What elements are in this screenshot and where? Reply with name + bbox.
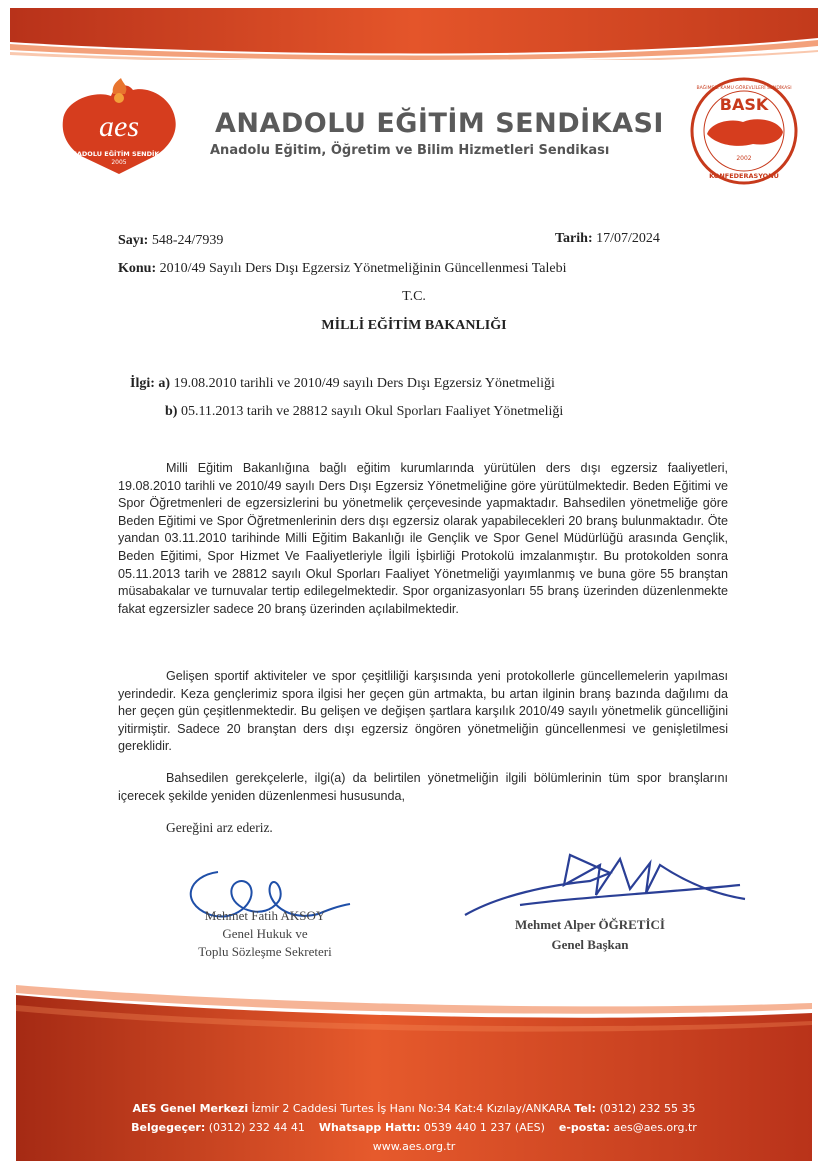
konu-label: Konu: xyxy=(118,261,157,276)
konu-row xyxy=(118,261,567,277)
footer-whatsapp-value: 0539 440 1 237 (AES) xyxy=(423,1121,545,1134)
tarih-label: Tarih: xyxy=(555,231,593,246)
footer-tel-value: (0312) 232 55 35 xyxy=(599,1102,696,1115)
footer-fax-label: Belgegeçer: xyxy=(131,1121,206,1134)
aes-logo-ring-text: ANADOLU EĞİTİM SENDİKASI xyxy=(66,150,172,158)
ilgi-b-marker: b) xyxy=(165,404,178,419)
header-band xyxy=(0,0,828,60)
footer-hq-label: AES Genel Merkezi xyxy=(132,1102,249,1115)
aes-logo xyxy=(55,78,183,178)
body-paragraph-2: Gelişen sportif aktiviteler ve spor çeşitliliği karşısında yeni protokollerle güncellemelerin yapılması yerindedir. Keza gençlerimiz spora ilgisi her geçen gün artmakta, bu artan ilginin branş bazında dağılımı da her geçen gün çeşitlenmektedir. Bu gelişen ve değişen şartlara karşılık 2010/49 sayılı yönetmelik güncelliğini yitirmiştir. Sadece 20 branştan ders dışı egzersiz öngören yönetmeliğin güncellenmesi ve genişletilmesi gereklidir. xyxy=(118,669,728,754)
aes-logo-mark: aes xyxy=(99,110,139,143)
body-paragraph-1: Milli Eğitim Bakanlığına bağlı eğitim kurumlarında yürütülen ders dışı egzersiz faaliyetleri, 19.08.2010 tarihli ve 2010/49 sayılı Ders Dışı Egzersiz Yönetmeliğine göre yürütülmektedir. Beden Eğitimi ve Spor Öğretmenleri de egzersizlerini bu yönetmelik çerçevesinde yapmaktadır. Bahsedilen yönetmeliğe göre Beden Eğitimi ve Spor Öğretmenlerinin ders dışı egzersiz olarak yapabilecekleri 20 branş bulunmaktadır. Öte yandan 03.11.2010 tarihinde Milli Eğitim Bakanlığı ile Gençlik ve Spor Genel Müdürlüğü arasında Gençlik, Beden Eğitimi, Spor Hizmet Ve Faaliyetleriyle İlgili İşbirliği Protokolü imzalanmıştır. Bu protokolden sonra 05.11.2013 tarih ve 28812 sayılı Okul Sporları Faaliyet Yönetmeliği yayımlanmış ve buna göre 55 branştan müsabakalar ve turnuvalar tertip edilegelmektedir. Spor organizasyonları 55 branş üzerinden düzenlenmekte fakat egzersizler sadece 20 branş üzerinden açılabilmektedir. xyxy=(118,461,728,616)
recipient: MİLLİ EĞİTİM BAKANLIĞI xyxy=(321,318,507,333)
closing: Gereğini arz ederiz. xyxy=(166,820,273,835)
footer-line-2 xyxy=(0,1121,828,1134)
footer-email-link[interactable]: aes@aes.org.tr xyxy=(613,1121,697,1134)
sayi-row xyxy=(118,233,223,249)
signature-left-name: Mehmet Fatih AKSOY xyxy=(204,908,326,923)
bask-logo-year: 2002 xyxy=(736,155,752,162)
bask-logo-mark: BASK xyxy=(719,95,769,114)
body-paragraph-3: Bahsedilen gerekçelerle, ilgi(a) da belirtilen yönetmeliğin ilgili bölümlerinin tüm spor branşlarını içerecek şekilde yeniden düzenlenmesi hususunda, xyxy=(118,771,728,803)
ilgi-b xyxy=(165,404,563,420)
tarih-row xyxy=(555,231,660,247)
ilgi-a-text: 19.08.2010 tarihli ve 2010/49 sayılı Ders Dışı Egzersiz Yönetmeliği xyxy=(173,376,555,391)
footer-hq-address: İzmir 2 Caddesi Turtes İş Hanı No:34 Kat:4 Kızılay/ANKARA xyxy=(251,1102,571,1115)
footer-website-link[interactable]: www.aes.org.tr xyxy=(372,1140,456,1153)
footer-tel-label: Tel: xyxy=(574,1102,596,1115)
tc-line: T.C. xyxy=(402,289,426,304)
signature-left-title-1: Genel Hukuk ve xyxy=(222,926,308,941)
signature-left-title-2: Toplu Sözleşme Sekreteri xyxy=(198,944,332,959)
bask-logo-ring-bottom: KONFEDERASYONU xyxy=(709,172,779,180)
footer-fax-value: (0312) 232 44 41 xyxy=(208,1121,305,1134)
ilgi-b-text: 05.11.2013 tarih ve 28812 sayılı Okul Sporları Faaliyet Yönetmeliği xyxy=(180,404,564,419)
footer-whatsapp-label: Whatsapp Hattı: xyxy=(318,1121,421,1134)
signature-right-name: Mehmet Alper ÖĞRETİCİ xyxy=(515,917,665,932)
org-title: ANADOLU EĞİTİM SENDİKASI xyxy=(215,108,664,139)
ilgi-label: İlgi: xyxy=(130,376,155,391)
footer-line-1 xyxy=(0,1102,828,1115)
aes-logo-year: 2005 xyxy=(111,159,127,166)
ilgi-a-marker: a) xyxy=(158,376,171,391)
sayi-label: Sayı: xyxy=(118,233,149,248)
tarih-value: 17/07/2024 xyxy=(596,231,660,246)
footer-email-label: e-posta: xyxy=(558,1121,610,1134)
bask-logo-ring-top: BAĞIMSIZ KAMU GÖREVLİLERİ SENDİKASI xyxy=(696,86,792,91)
org-subtitle: Anadolu Eğitim, Öğretim ve Bilim Hizmetleri Sendikası xyxy=(210,143,610,158)
ilgi-a xyxy=(130,376,555,392)
signature-right-title: Genel Başkan xyxy=(551,937,629,952)
bask-logo xyxy=(683,76,805,186)
konu-value: 2010/49 Sayılı Ders Dışı Egzersiz Yönetmeliğinin Güncellenmesi Talebi xyxy=(159,261,567,276)
sayi-value: 548-24/7939 xyxy=(151,233,224,248)
